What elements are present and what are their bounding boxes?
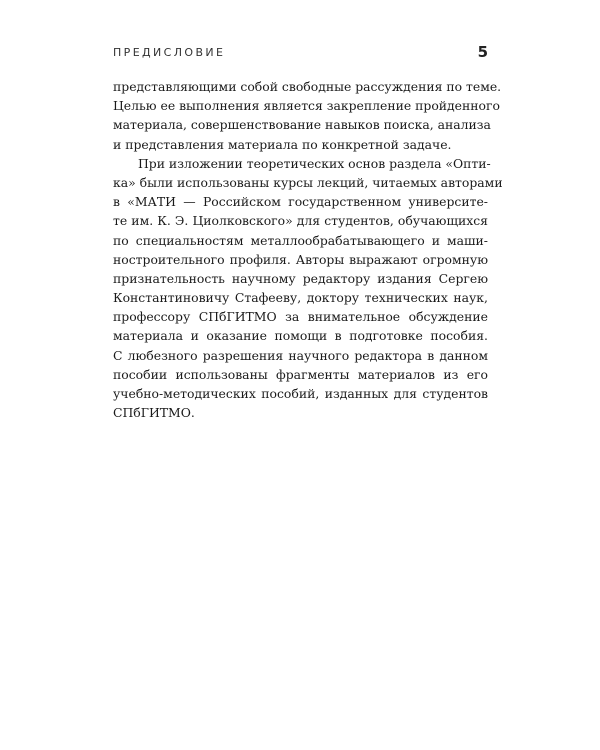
text-line: материала и оказание помощи в подготовке пособия. [113, 328, 488, 344]
text-line: учебно-методических пособий, изданных для студентов [113, 386, 488, 401]
text-line: ностроительного профиля. Авторы выражают огромную [113, 251, 488, 267]
text-line: материала, совершенствование навыков поиска, анализа [113, 117, 491, 133]
text-line: признательность научному редактору издания Сергею [113, 270, 488, 286]
running-head [113, 44, 488, 64]
text-line: ка» были использованы курсы лекций, читаемых авторами [113, 174, 503, 190]
text-line: по специальностям металлообрабатывающего и маши- [113, 232, 488, 248]
text-line: те им. К. Э. Циолковского» для студентов, обучающихся [113, 213, 488, 229]
running-title: ПРЕДИСЛОВИЕ [113, 46, 226, 59]
text-line: профессору СПбГИТМО за внимательное обсуждение [113, 309, 488, 325]
text-line: При изложении теоретических основ раздела «Опти- [138, 155, 491, 171]
text-line: С любезного разрешения научного редактора в данном [113, 347, 488, 363]
page-number: 5 [477, 43, 488, 61]
text-line: и представления материала по конкретной задаче. [113, 136, 452, 152]
text-line: представляющими собой свободные рассуждения по теме. [113, 79, 502, 94]
text-line: СПбГИТМО. [113, 405, 195, 421]
text-line: в «МАТИ — Российском государственном университе- [113, 194, 488, 210]
body-text [113, 77, 503, 422]
text-line: пособии использованы фрагменты материалов из его [113, 366, 488, 382]
text-line: Константиновичу Стафееву, доктору технических наук, [113, 290, 488, 306]
text-line: Целью ее выполнения является закрепление пройденного [113, 98, 500, 114]
